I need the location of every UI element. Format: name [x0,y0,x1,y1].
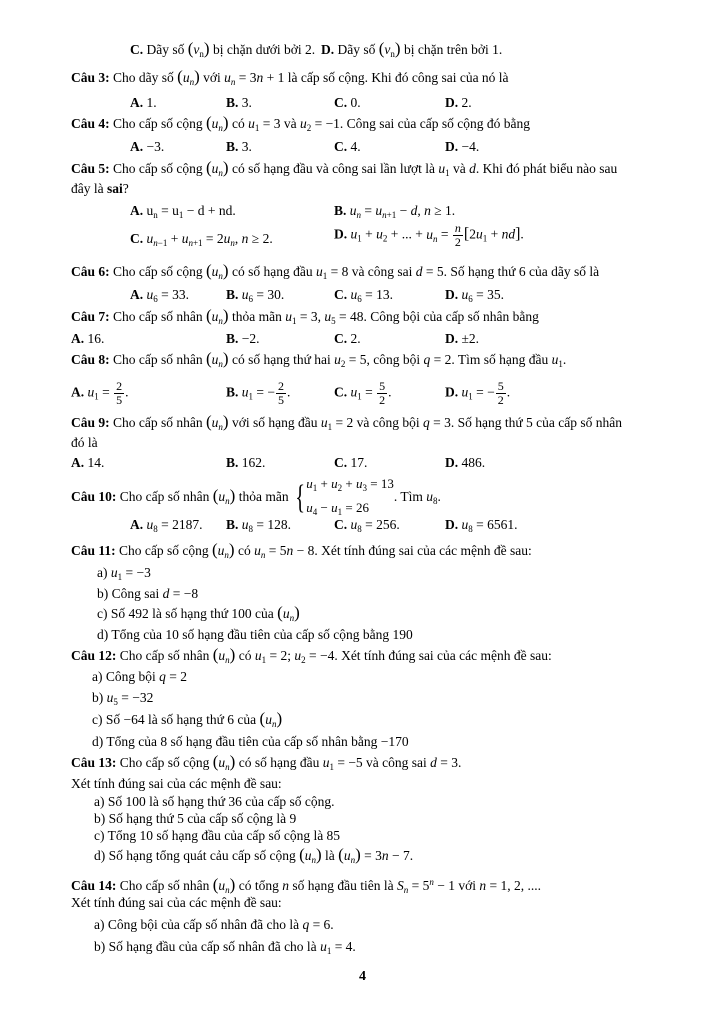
question-3: Câu 3: Cho dãy số $(u_n)$ với $u_n = 3n + 1$ là cấp số cộng. Khi đó công sai của nó là [71,67,509,87]
question-12-d: d) Tổng của 8 số hạng đầu tiên của cấp số nhân bằng −170 [92,734,409,749]
question-9: Câu 9: Cho cấp số nhân $(u_n)$ với số hạng đầu $u_1 = 2$ và công bội q = 3. Số hạng thứ 5 của cấp số nhân [71,412,622,432]
question-11-a: a) $u_1 = -3$ [97,565,151,582]
question-10: Câu 10: Cho cấp số nhân $(u_n)$ thỏa mãn { $u_1 + u_2 + u_3 = 13$ $u_4 - u_1 = 26$ . Tìm $u_8$. [71,476,441,517]
question-8: Câu 8: Cho cấp số nhân $(u_n)$ có số hạng thứ hai $u_2 = 5$, công bội q = 2. Tìm số hạng đầu $u_1$. [71,349,567,369]
option-label-c: C. [130,42,144,57]
question-13-a: a) Số 100 là số hạng thứ 36 của cấp số cộng. [94,794,335,809]
question-11-d: d) Tổng của 10 số hạng đầu tiên của cấp số cộng bằng 190 [97,627,413,642]
question-9-cont: đó là [71,435,98,450]
question-11-b: b) Công sai d = −8 [97,586,199,601]
question-14-header: Xét tính đúng sai của các mệnh đề sau: [71,895,282,910]
question-5-cont: đây là sai? [71,181,129,196]
question-14-a: a) Công bội của cấp số nhân đã cho là q = 6. [94,917,334,932]
question-11-c: c) Số 492 là số hạng thứ 100 của $(u_n)$ [97,603,300,623]
question-7: Câu 7: Cho cấp số nhân $(u_n)$ thỏa mãn $u_1 = 3$, $u_5 = 48$. Công bội của cấp số nhân bằng [71,306,539,326]
question-13: Câu 13: Cho cấp số cộng $(u_n)$ có số hạng đầu $u_1 = -5$ và công sai d = 3. [71,752,462,772]
question-5: Câu 5: Cho cấp số cộng $(u_n)$ có số hạng đầu và công sai lần lượt là $u_1$ và d. Khi đó phát biểu nào sau [71,158,618,178]
question-11: Câu 11: Cho cấp số cộng $(u_n)$ có $u_n = 5n - 8$. Xét tính đúng sai của các mệnh đề sau: [71,540,532,560]
question-6: Câu 6: Cho cấp số cộng $(u_n)$ có số hạng đầu $u_1 = 8$ và công sai d = 5. Số hạng thứ 6 của dãy số là [71,261,600,281]
question-13-d: d) Số hạng tổng quát cảu cấp số cộng $(u_n)$ là $(u_n) = 3n - 7$. [94,845,414,865]
option-label-d: D. [321,42,335,57]
question-12-a: a) Công bội q = 2 [92,669,187,684]
question-13-header: Xét tính đúng sai của các mệnh đề sau: [71,776,282,791]
page-number: 4 [359,969,366,984]
question-12-c: c) Số −64 là số hạng thứ 6 của $(u_n)$ [92,709,283,729]
question-13-c: c) Tổng 10 số hạng đầu của cấp số cộng là 85 [94,828,341,843]
question-13-b: b) Số hạng thứ 5 của cấp số cộng là 9 [94,811,297,826]
question-14-b: b) Số hạng đầu của cấp số nhân đã cho là $u_1 = 4$. [94,939,356,956]
question-12-b: b) $u_5 = -32$ [92,690,154,707]
question-12: Câu 12: Cho cấp số nhân $(u_n)$ có $u_1 = 2$; $u_2 = -4$. Xét tính đúng sai của các mệnh đề sau: [71,645,552,665]
question-14: Câu 14: Cho cấp số nhân $(u_n)$ có tổng n số hạng đầu tiên là $S_n = 5^n - 1$ với n = 1, 2, .... [71,875,541,895]
question-4: Câu 4: Cho cấp số cộng $(u_n)$ có $u_1 = 3$ và $u_2 = -1$. Công sai của cấp số cộng đó bằng [71,113,531,133]
